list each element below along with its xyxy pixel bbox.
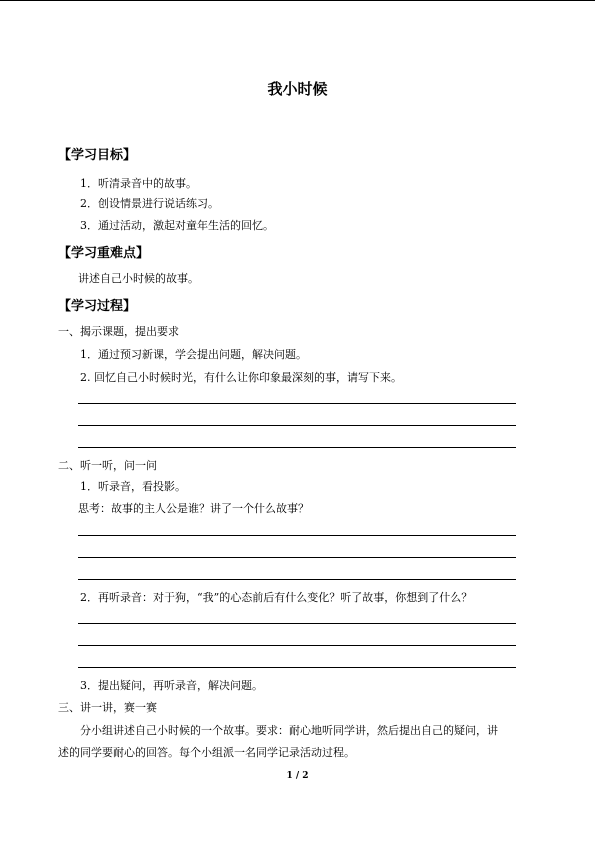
goal-item-3: 3．通过活动，激起对童年生活的回忆。 xyxy=(80,219,274,232)
answer-line[interactable] xyxy=(78,425,516,426)
answer-line[interactable] xyxy=(78,623,516,624)
part2-think: 思考：故事的主人公是谁？讲了一个什么故事？ xyxy=(78,502,309,515)
part2-item-2: 2．再听录音：对于狗，“我”的心态前后有什么变化？听了故事，你想到了什么？ xyxy=(80,591,473,604)
part3-heading: 三、讲一讲，赛一赛 xyxy=(58,701,157,714)
part3-paragraph-line-1: 分小组讲述自己小时候的一个故事。要求：耐心地听同学讲，然后提出自己的疑问，讲 xyxy=(80,724,498,737)
part3-paragraph-line-2: 述的同学要耐心的回答。每个小组派一名同学记录活动过程。 xyxy=(58,746,355,759)
part2-item-1: 1．听录音，看投影。 xyxy=(80,480,186,493)
part2-heading: 二、听一听，问一问 xyxy=(58,459,157,472)
goal-item-1: 1．听清录音中的故事。 xyxy=(80,177,197,190)
answer-line[interactable] xyxy=(78,447,516,448)
key-text: 讲述自己小时候的故事。 xyxy=(78,272,199,285)
part2-item-3: 3．提出疑问，再听录音，解决问题。 xyxy=(80,679,263,692)
answer-line[interactable] xyxy=(78,403,516,404)
answer-line[interactable] xyxy=(78,557,516,558)
page-title: 我小时候 xyxy=(267,80,328,98)
section-heading-key: 【学习重难点】 xyxy=(58,246,150,261)
part1-heading: 一、揭示课题，提出要求 xyxy=(58,325,179,338)
section-heading-process: 【学习过程】 xyxy=(58,299,137,314)
part1-item-1: 1．通过预习新课，学会提出问题，解决问题。 xyxy=(80,348,307,361)
header-rule xyxy=(0,0,595,1)
section-heading-goals: 【学习目标】 xyxy=(58,148,137,163)
answer-line[interactable] xyxy=(78,645,516,646)
answer-line[interactable] xyxy=(78,667,516,668)
answer-line[interactable] xyxy=(78,535,516,536)
page-number: 1 / 2 xyxy=(286,771,309,781)
answer-line[interactable] xyxy=(78,579,516,580)
goal-item-2: 2．创设情景进行说话练习。 xyxy=(80,197,219,210)
part1-item-2: 2. 回忆自己小时候时光，有什么让你印象最深刻的事，请写下来。 xyxy=(80,371,402,384)
